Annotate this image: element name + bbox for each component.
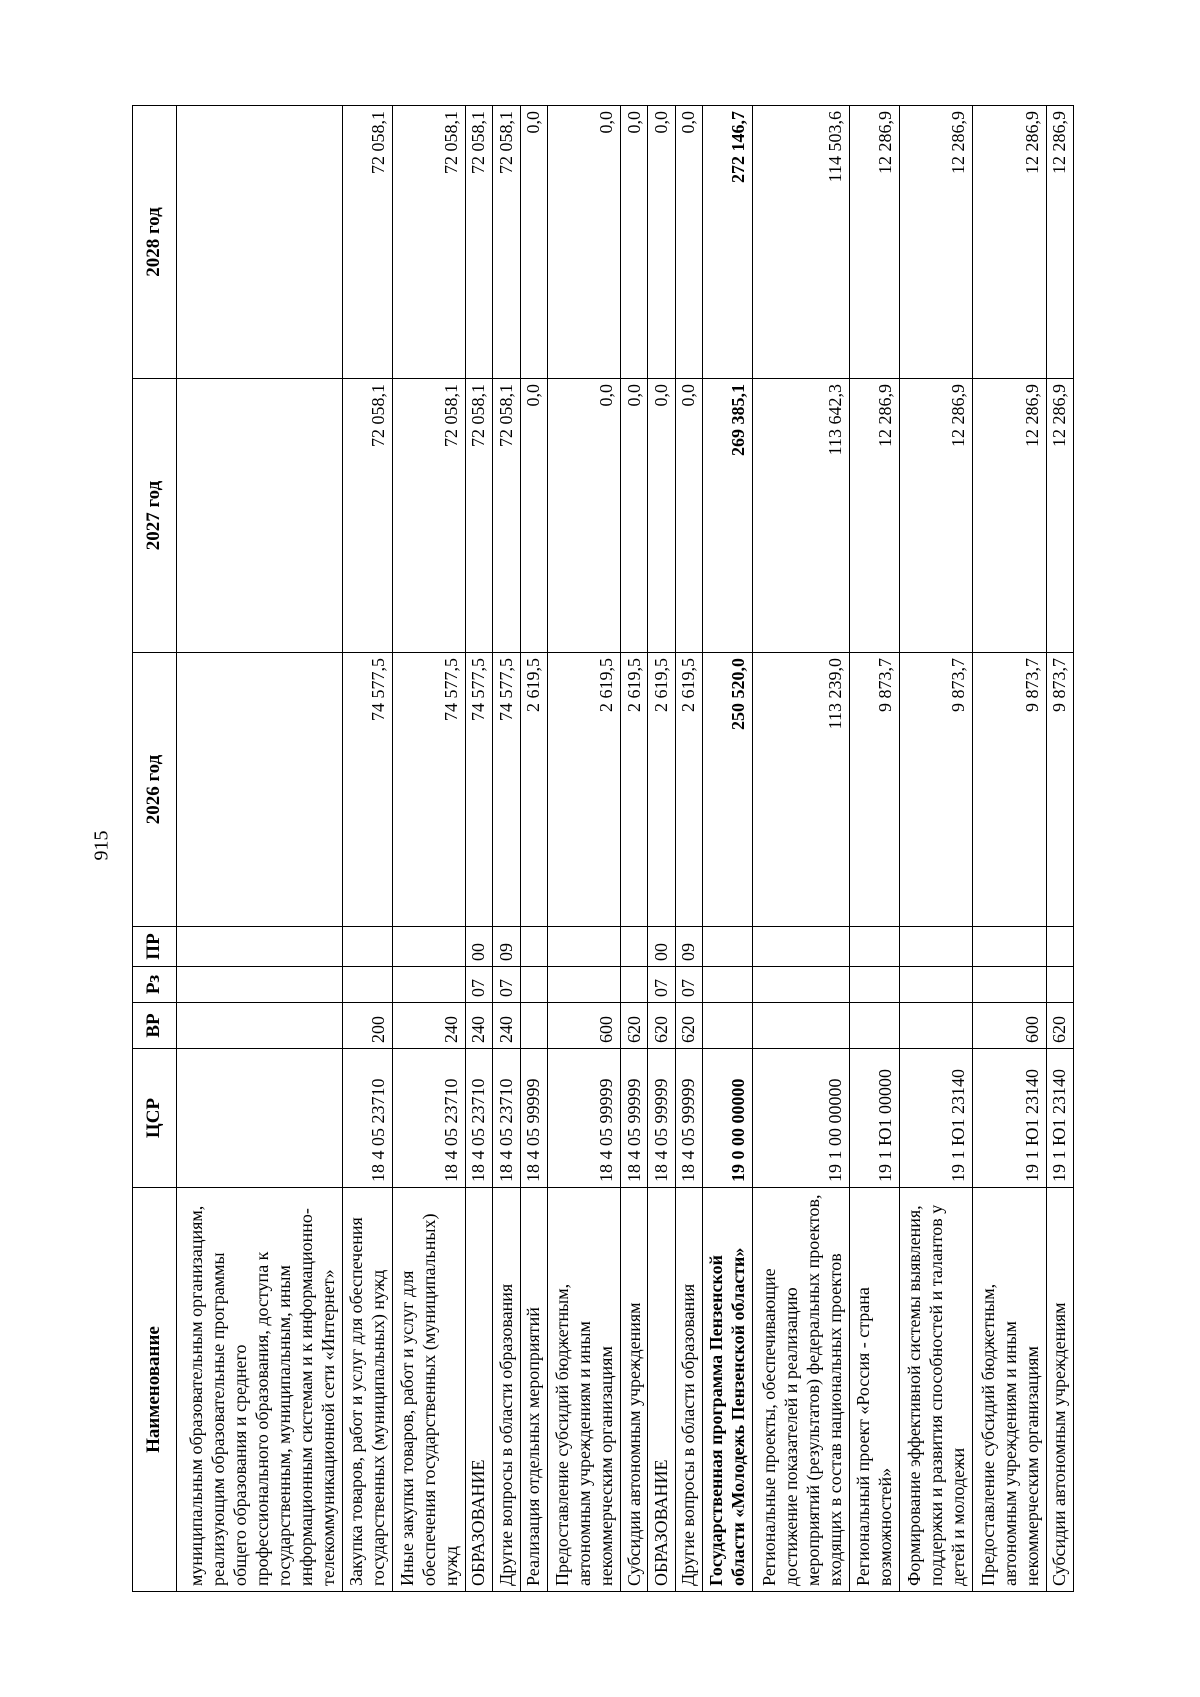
cell-pr — [753, 927, 849, 967]
cell-2027: 72 058,1 — [493, 379, 520, 653]
cell-vr: 240 — [392, 1003, 465, 1049]
cell-csr: 18 4 05 99999 — [675, 1049, 702, 1188]
cell-name: Закупка товаров, работ и услуг для обеспечения государственных (муниципальных) нужд — [342, 1188, 392, 1592]
cell-pr: 00 — [648, 927, 675, 967]
cell-csr: 19 1 Ю1 23140 — [1046, 1049, 1073, 1188]
cell-csr: 19 1 00 00000 — [753, 1049, 849, 1188]
cell-pr — [342, 927, 392, 967]
cell-csr: 18 4 05 99999 — [621, 1049, 648, 1188]
cell-2026: 250 520,0 — [702, 653, 752, 927]
table-row — [520, 106, 547, 1592]
cell-csr: 18 4 05 23710 — [342, 1049, 392, 1188]
cell-name: Государственная программа Пензенской области «Молодежь Пензенской области» — [702, 1188, 752, 1592]
table-row — [493, 106, 520, 1592]
table-row — [621, 106, 648, 1592]
cell-rz — [899, 967, 972, 1003]
cell-2027 — [177, 379, 343, 653]
cell-rz — [392, 967, 465, 1003]
cell-csr: 18 4 05 23710 — [466, 1049, 493, 1188]
cell-vr — [177, 1003, 343, 1049]
cell-vr: 620 — [675, 1003, 702, 1049]
cell-vr — [520, 1003, 547, 1049]
cell-name: Другие вопросы в области образования — [675, 1188, 702, 1592]
table-header-row — [133, 106, 177, 1592]
cell-rz — [702, 967, 752, 1003]
cell-2027: 0,0 — [675, 379, 702, 653]
cell-rz — [973, 967, 1046, 1003]
header-2027: 2027 год — [133, 379, 177, 653]
cell-vr: 620 — [1046, 1003, 1073, 1049]
cell-vr: 200 — [342, 1003, 392, 1049]
cell-2028: 12 286,9 — [849, 106, 899, 379]
cell-vr — [849, 1003, 899, 1049]
cell-pr — [849, 927, 899, 967]
header-pr: ПР — [133, 927, 177, 967]
cell-pr — [1046, 927, 1073, 967]
cell-2026: 9 873,7 — [899, 653, 972, 927]
cell-2028: 72 058,1 — [493, 106, 520, 379]
cell-vr: 620 — [621, 1003, 648, 1049]
table-row — [899, 106, 972, 1592]
cell-2027: 12 286,9 — [1046, 379, 1073, 653]
cell-name: Предоставление субсидий бюджетным, автономным учреждениям и иным некоммерческим организациям — [973, 1188, 1046, 1592]
table-row — [702, 106, 752, 1592]
table-row — [466, 106, 493, 1592]
cell-2026: 9 873,7 — [1046, 653, 1073, 927]
table-row — [177, 106, 343, 1592]
cell-pr — [520, 927, 547, 967]
table-row — [392, 106, 465, 1592]
cell-rz: 07 — [648, 967, 675, 1003]
cell-2028: 12 286,9 — [1046, 106, 1073, 379]
cell-csr: 18 4 05 99999 — [520, 1049, 547, 1188]
cell-2028: 0,0 — [675, 106, 702, 379]
cell-2026: 74 577,5 — [342, 653, 392, 927]
cell-rz — [753, 967, 849, 1003]
cell-2027: 12 286,9 — [849, 379, 899, 653]
cell-vr: 240 — [466, 1003, 493, 1049]
cell-csr: 19 0 00 00000 — [702, 1049, 752, 1188]
cell-vr — [702, 1003, 752, 1049]
cell-rz — [849, 967, 899, 1003]
cell-2026: 2 619,5 — [520, 653, 547, 927]
cell-pr: 00 — [466, 927, 493, 967]
cell-pr: 09 — [675, 927, 702, 967]
cell-name: Региональный проект «Россия - страна возможностей» — [849, 1188, 899, 1592]
cell-vr — [899, 1003, 972, 1049]
cell-2028: 272 146,7 — [702, 106, 752, 379]
header-name: Наименование — [133, 1188, 177, 1592]
cell-2026: 113 239,0 — [753, 653, 849, 927]
cell-name: Иные закупки товаров, работ и услуг для обеспечения государственных (муниципальных) нужд — [392, 1188, 465, 1592]
cell-2028: 12 286,9 — [899, 106, 972, 379]
cell-pr — [177, 927, 343, 967]
page-number: 915 — [90, 830, 113, 861]
cell-rz — [621, 967, 648, 1003]
cell-csr: 19 1 Ю1 00000 — [849, 1049, 899, 1188]
table-row — [973, 106, 1046, 1592]
cell-2028: 0,0 — [547, 106, 620, 379]
cell-csr: 18 4 05 23710 — [392, 1049, 465, 1188]
cell-2028: 0,0 — [621, 106, 648, 379]
table-row — [753, 106, 849, 1592]
cell-2027: 0,0 — [520, 379, 547, 653]
cell-name: Формирование эффективной системы выявления, поддержки и развития способностей и талантов у детей и молодежи — [899, 1188, 972, 1592]
cell-2028: 72 058,1 — [342, 106, 392, 379]
cell-2028: 72 058,1 — [392, 106, 465, 379]
cell-rz — [547, 967, 620, 1003]
cell-2027: 12 286,9 — [973, 379, 1046, 653]
cell-vr — [753, 1003, 849, 1049]
cell-vr: 240 — [493, 1003, 520, 1049]
cell-2027: 113 642,3 — [753, 379, 849, 653]
header-vr: ВР — [133, 1003, 177, 1049]
cell-name: Региональные проекты, обеспечивающие достижение показателей и реализацию мероприятий (результатов) федеральных проектов, входящих в состав национальных проектов — [753, 1188, 849, 1592]
cell-rz — [177, 967, 343, 1003]
table-row — [1046, 106, 1073, 1592]
cell-rz: 07 — [675, 967, 702, 1003]
cell-2026: 2 619,5 — [621, 653, 648, 927]
cell-2026: 74 577,5 — [493, 653, 520, 927]
table-row — [648, 106, 675, 1592]
cell-rz — [520, 967, 547, 1003]
cell-rz: 07 — [493, 967, 520, 1003]
cell-name: ОБРАЗОВАНИЕ — [466, 1188, 493, 1592]
cell-csr: 18 4 05 99999 — [547, 1049, 620, 1188]
cell-2026: 2 619,5 — [648, 653, 675, 927]
table-row — [849, 106, 899, 1592]
cell-2027: 0,0 — [621, 379, 648, 653]
cell-2027: 0,0 — [648, 379, 675, 653]
cell-name: Предоставление субсидий бюджетным, автономным учреждениям и иным некоммерческим организациям — [547, 1188, 620, 1592]
cell-2026 — [177, 653, 343, 927]
cell-csr — [177, 1049, 343, 1188]
cell-2028 — [177, 106, 343, 379]
header-csr: ЦСР — [133, 1049, 177, 1188]
table-row — [675, 106, 702, 1592]
cell-name: Субсидии автономным учреждениям — [621, 1188, 648, 1592]
cell-pr — [621, 927, 648, 967]
cell-name: Реализация отдельных мероприятий — [520, 1188, 547, 1592]
cell-pr — [547, 927, 620, 967]
cell-name: Субсидии автономным учреждениям — [1046, 1188, 1073, 1592]
header-2026: 2026 год — [133, 653, 177, 927]
cell-2027: 12 286,9 — [899, 379, 972, 653]
cell-pr — [392, 927, 465, 967]
cell-rz: 07 — [466, 967, 493, 1003]
cell-name: Другие вопросы в области образования — [493, 1188, 520, 1592]
cell-2027: 269 385,1 — [702, 379, 752, 653]
cell-2028: 0,0 — [648, 106, 675, 379]
header-2028: 2028 год — [133, 106, 177, 379]
cell-2026: 9 873,7 — [973, 653, 1046, 927]
cell-csr: 18 4 05 99999 — [648, 1049, 675, 1188]
cell-2028: 72 058,1 — [466, 106, 493, 379]
cell-name: ОБРАЗОВАНИЕ — [648, 1188, 675, 1592]
cell-pr — [973, 927, 1046, 967]
cell-vr: 600 — [547, 1003, 620, 1049]
table-row — [342, 106, 392, 1592]
cell-2026: 74 577,5 — [466, 653, 493, 927]
cell-name: муниципальным образовательным организациям, реализующим образовательные программы общего образования и среднего профессионального образования, доступа к государственным, муниципальным, иным информационным системам и к информационно-телекоммуникационной сети «Интернет» — [177, 1188, 343, 1592]
cell-2026: 2 619,5 — [547, 653, 620, 927]
cell-2027: 72 058,1 — [342, 379, 392, 653]
cell-2027: 72 058,1 — [392, 379, 465, 653]
header-rz: Рз — [133, 967, 177, 1003]
cell-2026: 74 577,5 — [392, 653, 465, 927]
cell-2028: 114 503,6 — [753, 106, 849, 379]
cell-2028: 0,0 — [520, 106, 547, 379]
cell-vr: 620 — [648, 1003, 675, 1049]
cell-pr: 09 — [493, 927, 520, 967]
cell-csr: 18 4 05 23710 — [493, 1049, 520, 1188]
cell-pr — [702, 927, 752, 967]
table-row — [547, 106, 620, 1592]
cell-2026: 9 873,7 — [849, 653, 899, 927]
cell-rz — [1046, 967, 1073, 1003]
cell-2027: 0,0 — [547, 379, 620, 653]
rotated-table-container — [132, 106, 1074, 1592]
cell-csr: 19 1 Ю1 23140 — [899, 1049, 972, 1188]
cell-rz — [342, 967, 392, 1003]
cell-2027: 72 058,1 — [466, 379, 493, 653]
table-body — [177, 106, 1074, 1592]
cell-2028: 12 286,9 — [973, 106, 1046, 379]
cell-pr — [899, 927, 972, 967]
cell-2026: 2 619,5 — [675, 653, 702, 927]
cell-vr: 600 — [973, 1003, 1046, 1049]
cell-csr: 19 1 Ю1 23140 — [973, 1049, 1046, 1188]
budget-table — [132, 105, 1074, 1592]
